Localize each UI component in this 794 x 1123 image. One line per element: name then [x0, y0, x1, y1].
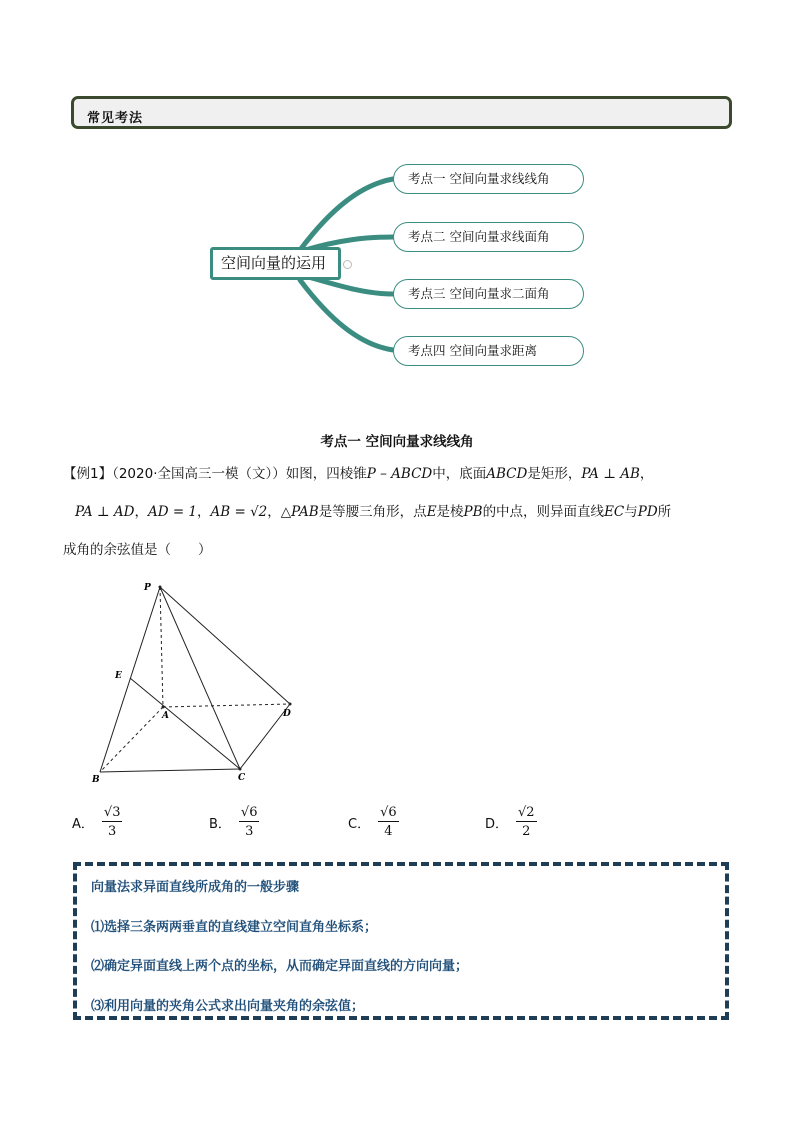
edge-pb — [100, 587, 160, 772]
connector-4 — [300, 280, 393, 350]
tip-step-2: ⑵确定异面直线上两个点的坐标，从而确定异面直线的方向向量； — [91, 959, 469, 974]
problem-text: 中，底面 — [432, 466, 487, 482]
mindmap-center-node: 空间向量的运用 — [210, 247, 341, 280]
fraction-denominator: 4 — [384, 824, 393, 839]
edge-pd — [160, 587, 290, 704]
label-d: D — [283, 709, 291, 719]
expr-e: E — [426, 504, 437, 520]
edge-pc — [160, 587, 240, 769]
expr-abcd: ABCD — [486, 466, 528, 482]
method-tip-box — [73, 862, 729, 1020]
section-header-title: 常见考法 — [87, 111, 144, 126]
expr-pa-ab: PA ⊥ AB — [581, 466, 640, 482]
expr-ab: AB = √2 — [210, 504, 268, 520]
label-p: P — [144, 583, 151, 593]
problem-text: ，△ — [267, 504, 292, 520]
expr-pabcd: P – ABCD — [366, 466, 433, 482]
mindmap-branch-3: 考点三 空间向量求二面角 — [393, 279, 584, 309]
problem-line-2 — [75, 500, 671, 520]
problem-text: 是棱 — [436, 504, 464, 520]
tip-title: 向量法求异面直线所成角的一般步骤 — [91, 880, 300, 895]
choice-a[interactable] — [72, 805, 122, 839]
fraction-denominator: 3 — [108, 824, 117, 839]
choice-label: D． — [485, 816, 509, 832]
choice-label: A． — [72, 816, 94, 832]
label-c: C — [238, 773, 246, 783]
point-d — [289, 703, 292, 706]
label-e: E — [115, 671, 122, 681]
expr-ec: EC — [604, 504, 625, 520]
mindmap-branch-2: 考点二 空间向量求线面角 — [393, 222, 584, 252]
problem-line-1 — [63, 462, 653, 482]
point-a — [162, 706, 165, 709]
choice-fraction — [102, 805, 123, 839]
section-title: 考点一 空间向量求线线角 — [320, 434, 474, 450]
tip-step-1: ⑴选择三条两两垂直的直线建立空间直角坐标系； — [91, 920, 378, 935]
label-a: A — [162, 711, 169, 721]
choice-b[interactable] — [209, 805, 259, 839]
mindmap-branch-4: 考点四 空间向量求距离 — [393, 336, 584, 366]
choice-fraction — [516, 805, 537, 839]
problem-text: 的中点，则异面直线 — [482, 504, 605, 520]
problem-source: （2020·全国高三一模（文））如图，四棱锥 — [112, 466, 367, 482]
edge-pa — [160, 587, 163, 707]
problem-text: ， — [197, 504, 211, 520]
point-c — [239, 768, 242, 771]
expr-pd: PD — [637, 504, 658, 520]
edge-ad — [163, 704, 290, 707]
edge-ab — [100, 707, 163, 772]
choice-fraction — [378, 805, 399, 839]
problem-text: ， — [639, 466, 654, 482]
fraction-numerator: √6 — [240, 805, 258, 820]
fraction-numerator: √2 — [518, 805, 535, 820]
choice-fraction — [239, 805, 260, 839]
edge-bc — [100, 769, 240, 772]
problem-text: 是矩形， — [527, 466, 582, 482]
fraction-numerator: √3 — [103, 805, 121, 820]
fraction-denominator: 3 — [245, 824, 254, 839]
tip-step-3: ⑶利用向量的夹角公式求出向量夹角的余弦值； — [91, 999, 365, 1014]
problem-line-3: 成角的余弦值是（ ） — [63, 542, 212, 558]
choice-d[interactable] — [485, 805, 537, 839]
expr-ad: AD = 1 — [147, 504, 198, 520]
example-tag: 【例1】 — [63, 466, 113, 482]
choice-label: B． — [209, 816, 231, 832]
choice-label: C． — [348, 816, 371, 832]
fraction-numerator: √6 — [380, 805, 397, 820]
expr-pa-ad: PA ⊥ AD — [75, 504, 135, 520]
expr-pb: PB — [463, 504, 483, 520]
choice-c[interactable] — [348, 805, 399, 839]
mindmap-collapse-icon[interactable] — [343, 260, 352, 269]
point-p — [159, 586, 162, 589]
pyramid-figure — [85, 578, 305, 788]
segment-ec — [130, 678, 240, 769]
problem-text: 是等腰三角形，点 — [318, 504, 427, 520]
problem-text: ， — [134, 504, 148, 520]
problem-text: 与 — [624, 504, 638, 520]
answer-choices — [72, 805, 772, 850]
expr-pab: PAB — [291, 504, 319, 520]
label-b: B — [92, 775, 100, 785]
problem-text: 所 — [657, 504, 672, 520]
fraction-denominator: 2 — [522, 824, 531, 839]
mindmap-branch-1: 考点一 空间向量求线线角 — [393, 164, 584, 194]
